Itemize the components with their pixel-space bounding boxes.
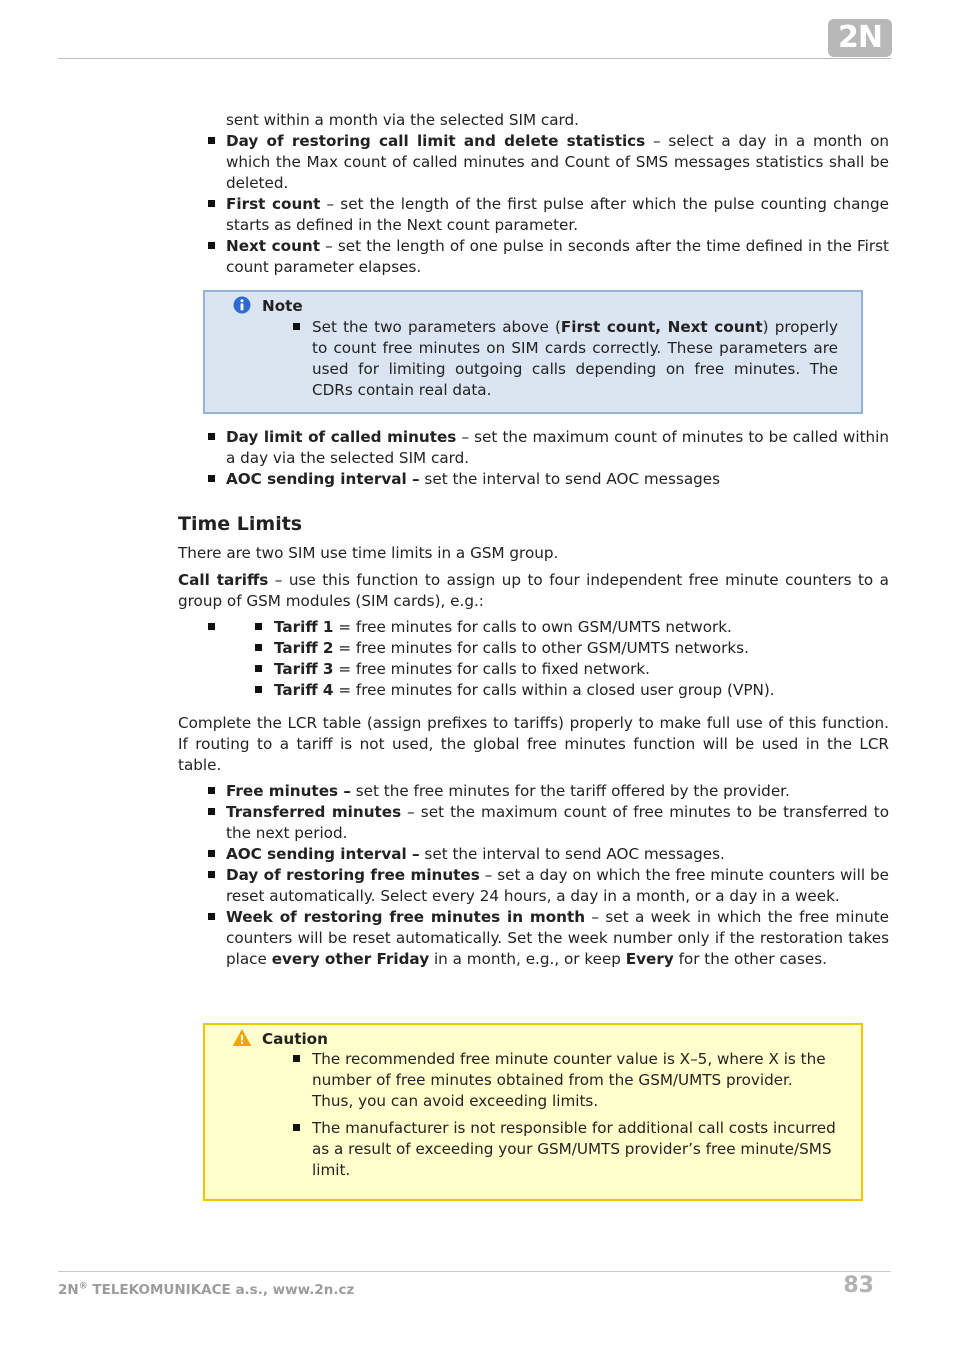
tariff-item: Tariff 1 = free minutes for calls to own GSM/UMTS network.: [274, 617, 775, 638]
tariff-item: Tariff 4 = free minutes for calls within a closed user group (VPN).: [274, 681, 775, 699]
continuation-text: sent within a month via the selected SIM card.: [226, 111, 579, 129]
footer-company: 2N® TELEKOMUNIKACE a.s., www.2n.cz: [58, 1281, 355, 1298]
caution-item: The recommended free minute counter value is X–5, where X is the number of free minutes obtained from the GSM/UMTS provider. Thus, you can avoid exceeding limits.: [312, 1049, 838, 1112]
note-list: [312, 317, 838, 401]
call-tariffs-paragraph: Call tariffs – use this function to assign up to four independent free minute counters to a group of GSM modules (SIM cards), e.g.:: [178, 571, 889, 610]
note-item: Set the two parameters above (First count, Next count) properly to count free minutes on SIM cards correctly. These parameters are used for limiting outgoing calls depending on free minutes. The CDRs contain real data.: [312, 318, 838, 399]
list-item: Free minutes – set the free minutes for the tariff offered by the provider.: [178, 781, 889, 802]
brand-logo: 2N: [828, 19, 892, 57]
tariff-item: Tariff 2 = free minutes for calls to other GSM/UMTS networks.: [274, 638, 775, 659]
note-title: Note: [262, 297, 303, 315]
tariff-list: [274, 617, 775, 701]
caution-list: [312, 1049, 838, 1181]
list-item: First count – set the length of the first pulse after which the pulse counting change starts as defined in the Next count parameter.: [178, 194, 889, 236]
list-item: Week of restoring free minutes in month – set a week in which the free minute counters will be reset automatically. Set the week number only if the restoration takes place every other Friday in a month, e.g., or keep Every for the other cases.: [178, 907, 889, 970]
list-item: Next count – set the length of one pulse in seconds after the time defined in the First count parameter elapses.: [178, 236, 889, 278]
caution-title: Caution: [262, 1030, 328, 1048]
list-item: AOC sending interval – set the interval to send AOC messages: [178, 469, 889, 490]
page-number: 83: [843, 1273, 874, 1298]
header-divider: [58, 58, 891, 59]
caution-item: The manufacturer is not responsible for additional call costs incurred as a result of exceeding your GSM/UMTS provider’s free minute/SMS limit.: [312, 1118, 838, 1181]
info-icon: [233, 296, 251, 314]
tariff-item: Tariff 3 = free minutes for calls to fixed network.: [274, 659, 775, 680]
warning-icon: [233, 1029, 251, 1047]
list-item: Day limit of called minutes – set the maximum count of minutes to be called within a day via the selected SIM card.: [178, 427, 889, 469]
list-item: Day of restoring free minutes – set a day on which the free minute counters will be reset automatically. Select every 24 hours, a day in a month, or a day in a week.: [178, 865, 889, 907]
caution-box: [203, 1023, 863, 1201]
section-heading: Time Limits: [178, 513, 303, 535]
footer-divider: [58, 1271, 891, 1272]
parameter-list: [178, 131, 889, 278]
free-minutes-list: [178, 781, 889, 970]
lcr-paragraph: Complete the LCR table (assign prefixes to tariffs) properly to make full use of this function. If routing to a tariff is not used, the global free minutes function will be used in the LCR table.: [178, 714, 889, 774]
limits-list: [178, 427, 889, 490]
list-item: Day of restoring call limit and delete statistics – select a day in a month on which the Max count of called minutes and Count of SMS messages statistics shall be deleted.: [178, 131, 889, 194]
section-intro: There are two SIM use time limits in a GSM group.: [178, 544, 559, 562]
note-box: [203, 290, 863, 414]
list-item: Transferred minutes – set the maximum count of free minutes to be transferred to the next period.: [178, 802, 889, 844]
list-item: AOC sending interval – set the interval to send AOC messages.: [178, 844, 889, 865]
bullet-marker: [208, 623, 215, 630]
